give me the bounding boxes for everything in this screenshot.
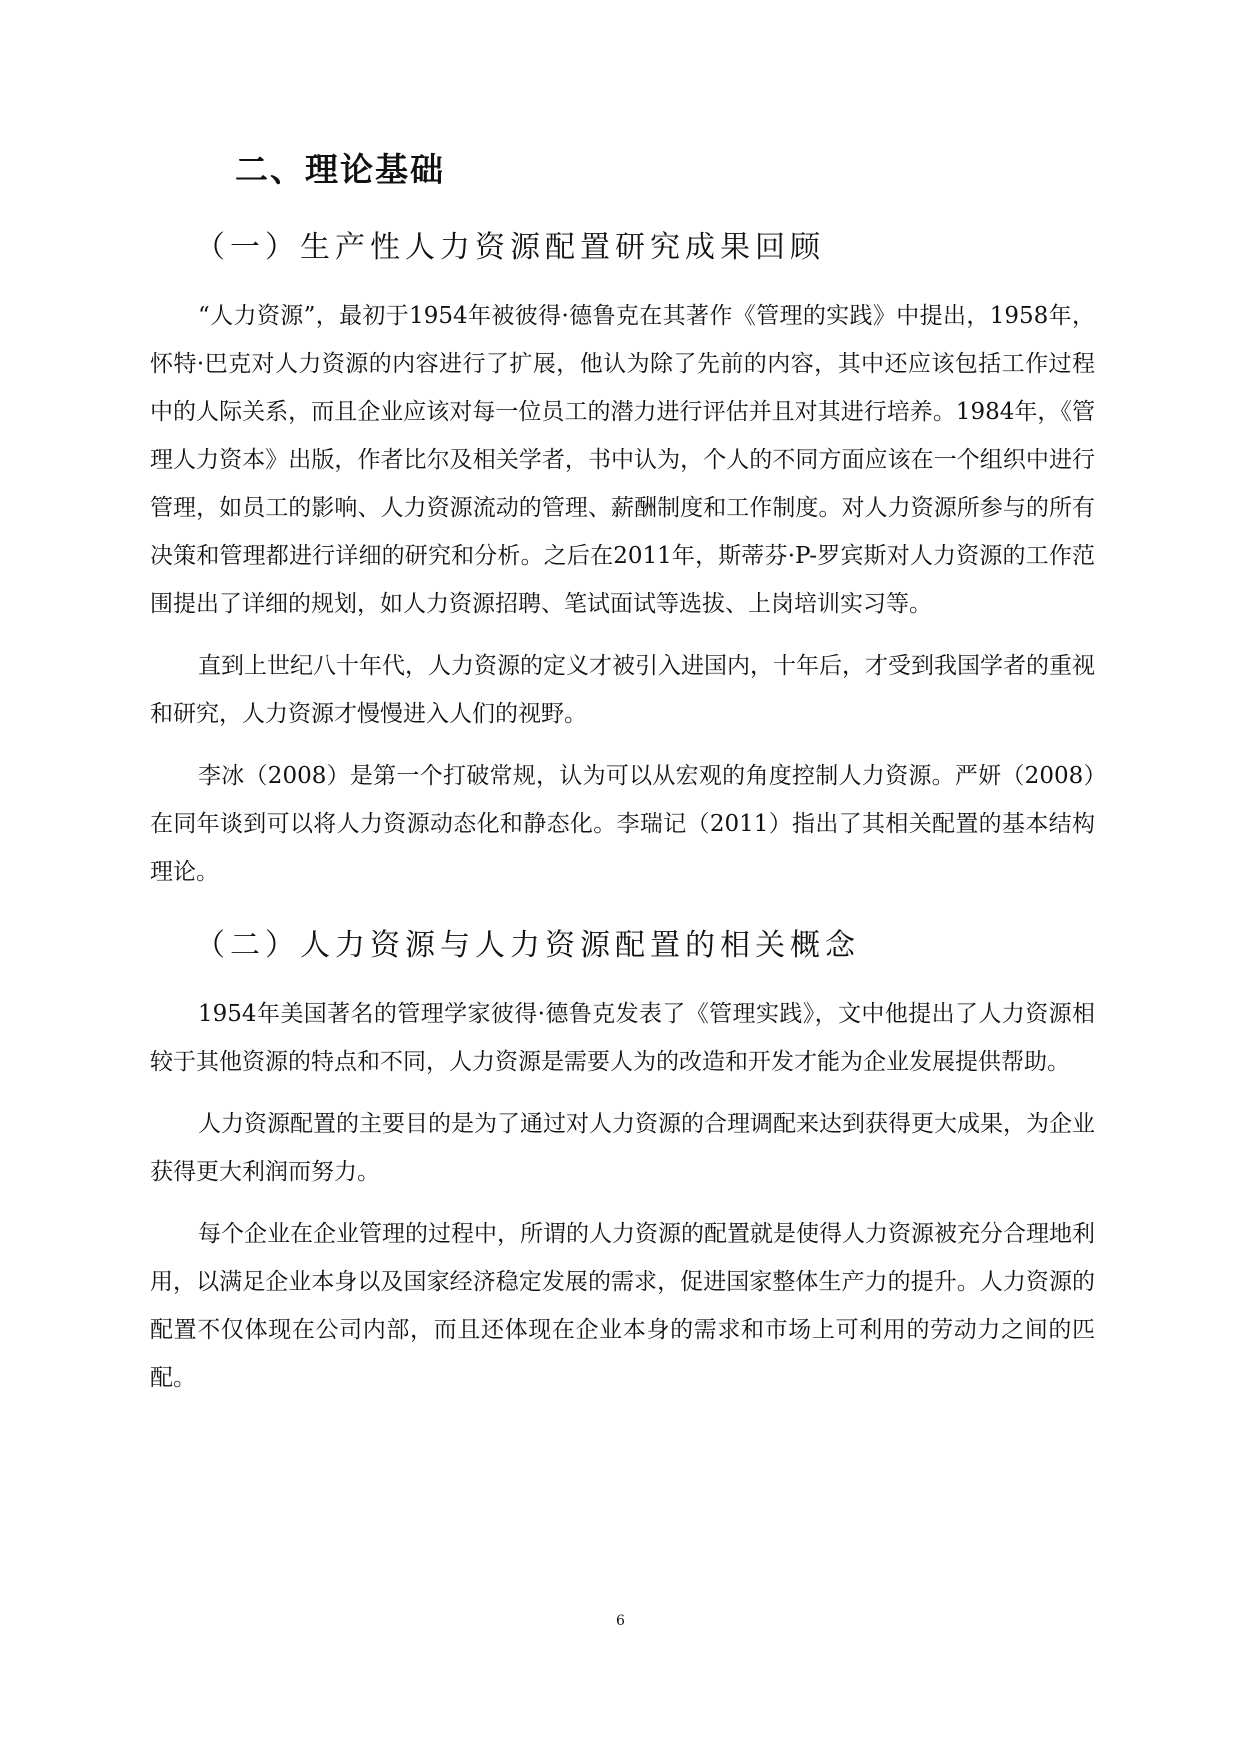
- section-1-paragraph-3: 李冰（2008）是第一个打破常规，认为可以从宏观的角度控制人力资源。严妍（2008）在同年谈到可以将人力资源动态化和静态化。李瑞记（2011）指出了其相关配置的基本结构理论。: [150, 763, 1095, 885]
- page-content: [150, 150, 1095, 1416]
- chapter-title: 二、理论基础: [235, 150, 445, 189]
- page-number: 6: [616, 1613, 625, 1629]
- section-1-paragraph-2: 直到上世纪八十年代，人力资源的定义才被引入进国内，十年后，才受到我国学者的重视和研究，人力资源才慢慢进入人们的视野。: [150, 653, 1095, 727]
- section-title-1: （一）生产性人力资源配置研究成果回顾: [195, 230, 825, 265]
- section-2-paragraph-3: 每个企业在企业管理的过程中，所谓的人力资源的配置就是使得人力资源被充分合理地利用，以满足企业本身以及国家经济稳定发展的需求，促进国家整体生产力的提升。人力资源的配置不仅体现在公司内部，而且还体现在企业本身的需求和市场上可利用的劳动力之间的匹配。: [150, 1221, 1095, 1391]
- section-2-paragraph-1: 1954年美国著名的管理学家彼得·德鲁克发表了《管理实践》，文中他提出了人力资源相较于其他资源的特点和不同，人力资源是需要人为的改造和开发才能为企业发展提供帮助。: [150, 1001, 1095, 1075]
- section-title-2: （二）人力资源与人力资源配置的相关概念: [195, 928, 860, 963]
- section-1-paragraph-1: “人力资源”，最初于1954年被彼得·德鲁克在其著作《管理的实践》中提出，1958年，怀特·巴克对人力资源的内容进行了扩展，他认为除了先前的内容，其中还应该包括工作过程中的人际关系，而且企业应该对每一位员工的潜力进行评估并且对其进行培养。1984年，《管理人力资本》出版，作者比尔及相关学者，书中认为，个人的不同方面应该在一个组织中进行管理，如员工的影响、人力资源流动的管理、薪酬制度和工作制度。对人力资源所参与的所有决策和管理都进行详细的研究和分析。之后在2011年，斯蒂芬·P-罗宾斯对人力资源的工作范围提出了详细的规划，如人力资源招聘、笔试面试等选拔、上岗培训实习等。: [150, 303, 1095, 617]
- section-2-paragraph-2: 人力资源配置的主要目的是为了通过对人力资源的合理调配来达到获得更大成果，为企业获得更大利润而努力。: [150, 1111, 1095, 1185]
